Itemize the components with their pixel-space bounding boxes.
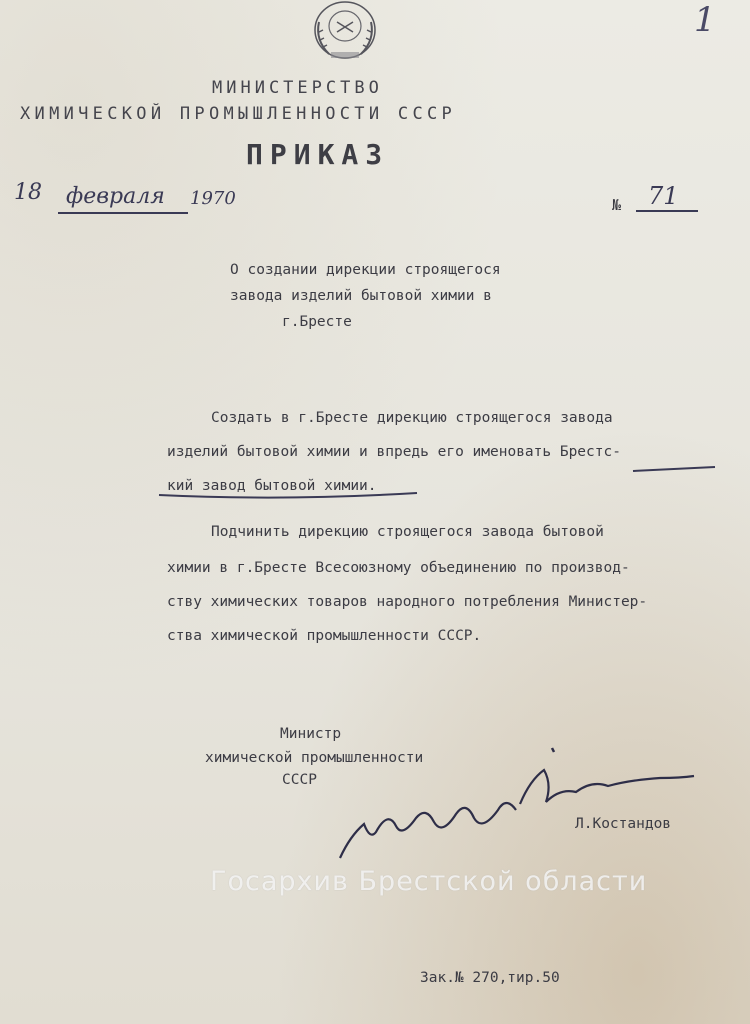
order-number-value: 71 <box>648 182 679 210</box>
body-p2-line-3: ству химических товаров народного потребления Министер- <box>167 594 648 610</box>
body-p2-line-2: химии в г.Бресте Всесоюзному объединению по производ- <box>167 560 630 576</box>
date-month-underline <box>58 212 188 214</box>
body-p2-line-1: Подчинить дирекцию строящегося завода бытовой <box>211 524 604 540</box>
name-underline-mark <box>155 455 720 505</box>
body-p2-line-4: ства химической промышленности СССР. <box>167 628 482 644</box>
date-year: 1970 <box>190 188 236 209</box>
order-number-label: № <box>612 196 622 214</box>
subject-line-1: О создании дирекции строящегося <box>230 262 501 278</box>
document-type: ПРИКАЗ <box>246 138 390 171</box>
subject-line-3: г.Бресте <box>282 314 352 330</box>
date-month: февраля <box>66 184 165 209</box>
subject-line-2: завода изделий бытовой химии в <box>230 288 492 304</box>
body-p1-line-2: изделий бытовой химии и впредь его именовать Брестс- <box>167 444 621 460</box>
order-number-underline <box>636 210 698 212</box>
ministry-name-line2: ХИМИЧЕСКОЙ ПРОМЫШЛЕННОСТИ СССР <box>20 104 457 124</box>
ministry-name-line1: МИНИСТЕРСТВО <box>212 78 383 98</box>
page-number: 1 <box>694 0 716 40</box>
signer-title-line-2: химической промышленности <box>205 750 424 766</box>
body-p1-line-1: Создать в г.Бресте дирекцию строящегося завода <box>211 410 613 426</box>
archive-watermark: Госархив Брестской области <box>210 866 648 897</box>
handwritten-signature <box>330 740 700 870</box>
signer-title-line-1: Министр <box>280 726 342 742</box>
print-footer: Зак.№ 270,тир.50 <box>420 970 560 986</box>
signer-name: Л.Костандов <box>575 816 672 832</box>
date-day: 18 <box>14 180 42 205</box>
body-p1-line-3: кий завод бытовой химии. <box>167 478 377 494</box>
signer-title-line-3: СССР <box>282 772 317 788</box>
state-emblem-icon <box>305 0 385 62</box>
